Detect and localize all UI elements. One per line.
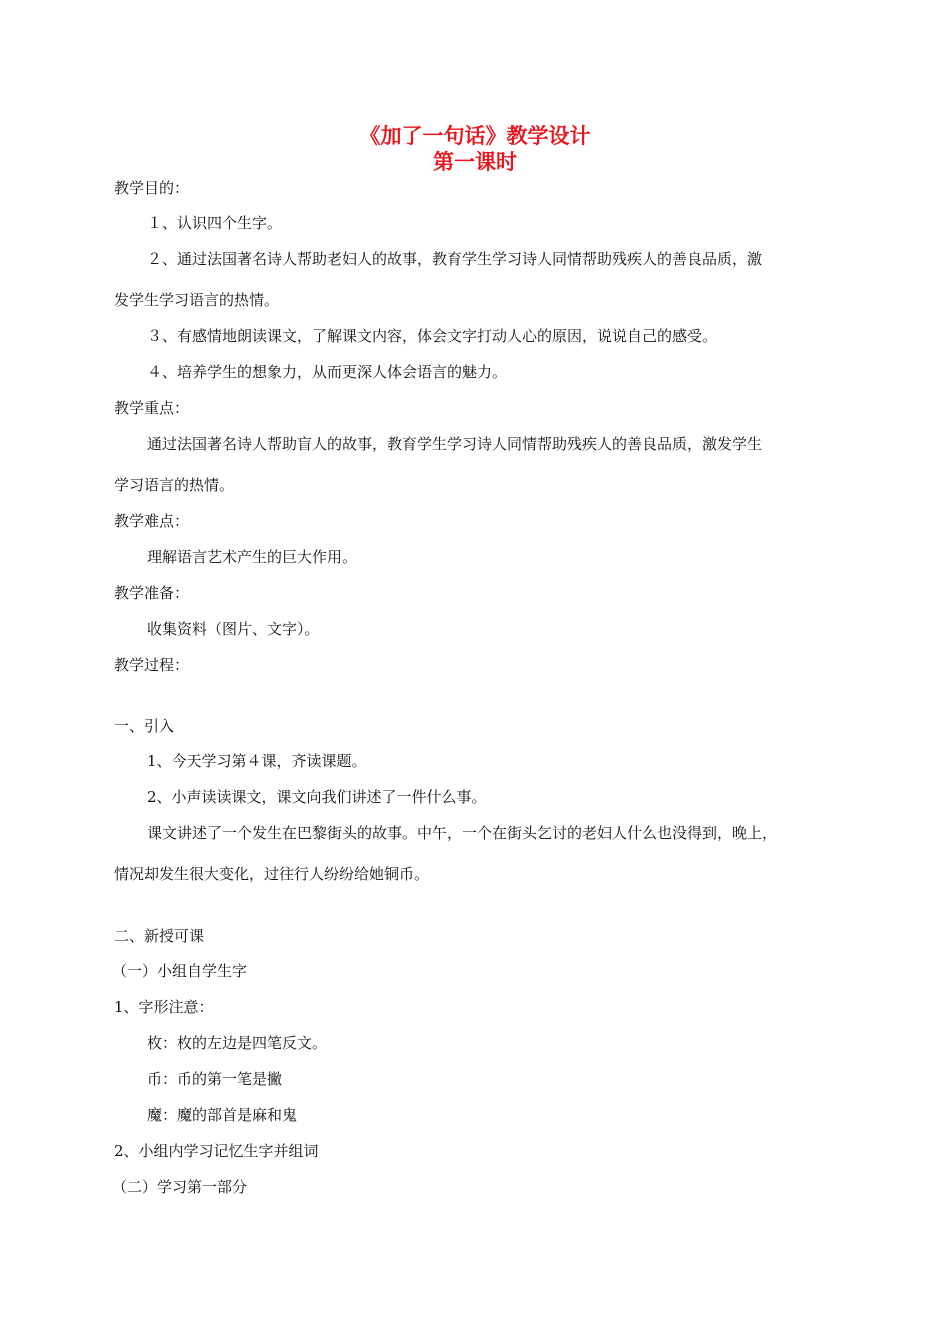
document-subtitle: 第一课时 — [433, 150, 517, 174]
section-1-heading: 一、引入 — [114, 717, 175, 735]
key-points-text-line-2: 学习语言的热情。 — [114, 476, 235, 494]
section-1-paragraph-line-1: 课文讲述了一个发生在巴黎街头的故事。中午，一个在街头乞讨的老妇人什么也没得到，晚上， — [147, 824, 778, 842]
key-points-heading: 教学重点： — [114, 399, 190, 417]
section-2-subheading-2: （二）学习第一部分 — [112, 1178, 248, 1196]
objective-item-4: ４、培养学生的想象力，从而更深人体会语言的魅力。 — [147, 363, 508, 381]
difficulties-text: 理解语言艺术产生的巨大作用。 — [147, 548, 358, 566]
section-2-item-2: 2、小组内学习记忆生字并组词 — [114, 1142, 319, 1160]
section-2-heading: 二、新授可课 — [114, 927, 205, 945]
character-note-3: 魔：魔的部首是麻和鬼 — [147, 1106, 298, 1124]
section-1-item-1: 1、今天学习第４课，齐读课题。 — [147, 752, 367, 770]
section-1-paragraph-line-2: 情况却发生很大变化，过往行人纷纷给她铜币。 — [114, 865, 430, 883]
section-1-item-2: 2、小声读读课文，课文向我们讲述了一件什么事。 — [147, 788, 487, 806]
preparation-text: 收集资料（图片、文字）。 — [147, 620, 320, 638]
difficulties-heading: 教学难点： — [114, 512, 190, 530]
objective-item-2-line-1: ２、通过法国著名诗人帮助老妇人的故事，教育学生学习诗人同情帮助残疾人的善良品质，激 — [147, 250, 763, 268]
character-note-2: 币：币的第一笔是撇 — [147, 1070, 283, 1088]
objective-item-1: １、认识四个生字。 — [147, 214, 283, 232]
objectives-heading: 教学目的： — [114, 179, 190, 197]
character-note-1: 枚：枚的左边是四笔反文。 — [147, 1034, 328, 1052]
objective-item-2-line-2: 发学生学习语言的热情。 — [114, 291, 280, 309]
process-heading: 教学过程： — [114, 656, 190, 674]
document-title: 《加了一句话》教学设计 — [359, 124, 591, 148]
key-points-text-line-1: 通过法国著名诗人帮助盲人的故事，教育学生学习诗人同情帮助残疾人的善良品质，激发学生 — [147, 435, 763, 453]
section-2-subheading-1: （一）小组自学生字 — [112, 962, 248, 980]
objective-item-3: ３、有感情地朗读课文，了解课文内容，体会文字打动人心的原因，说说自己的感受。 — [147, 327, 718, 345]
section-2-item-1: 1、字形注意： — [114, 998, 214, 1016]
preparation-heading: 教学准备： — [114, 584, 190, 602]
